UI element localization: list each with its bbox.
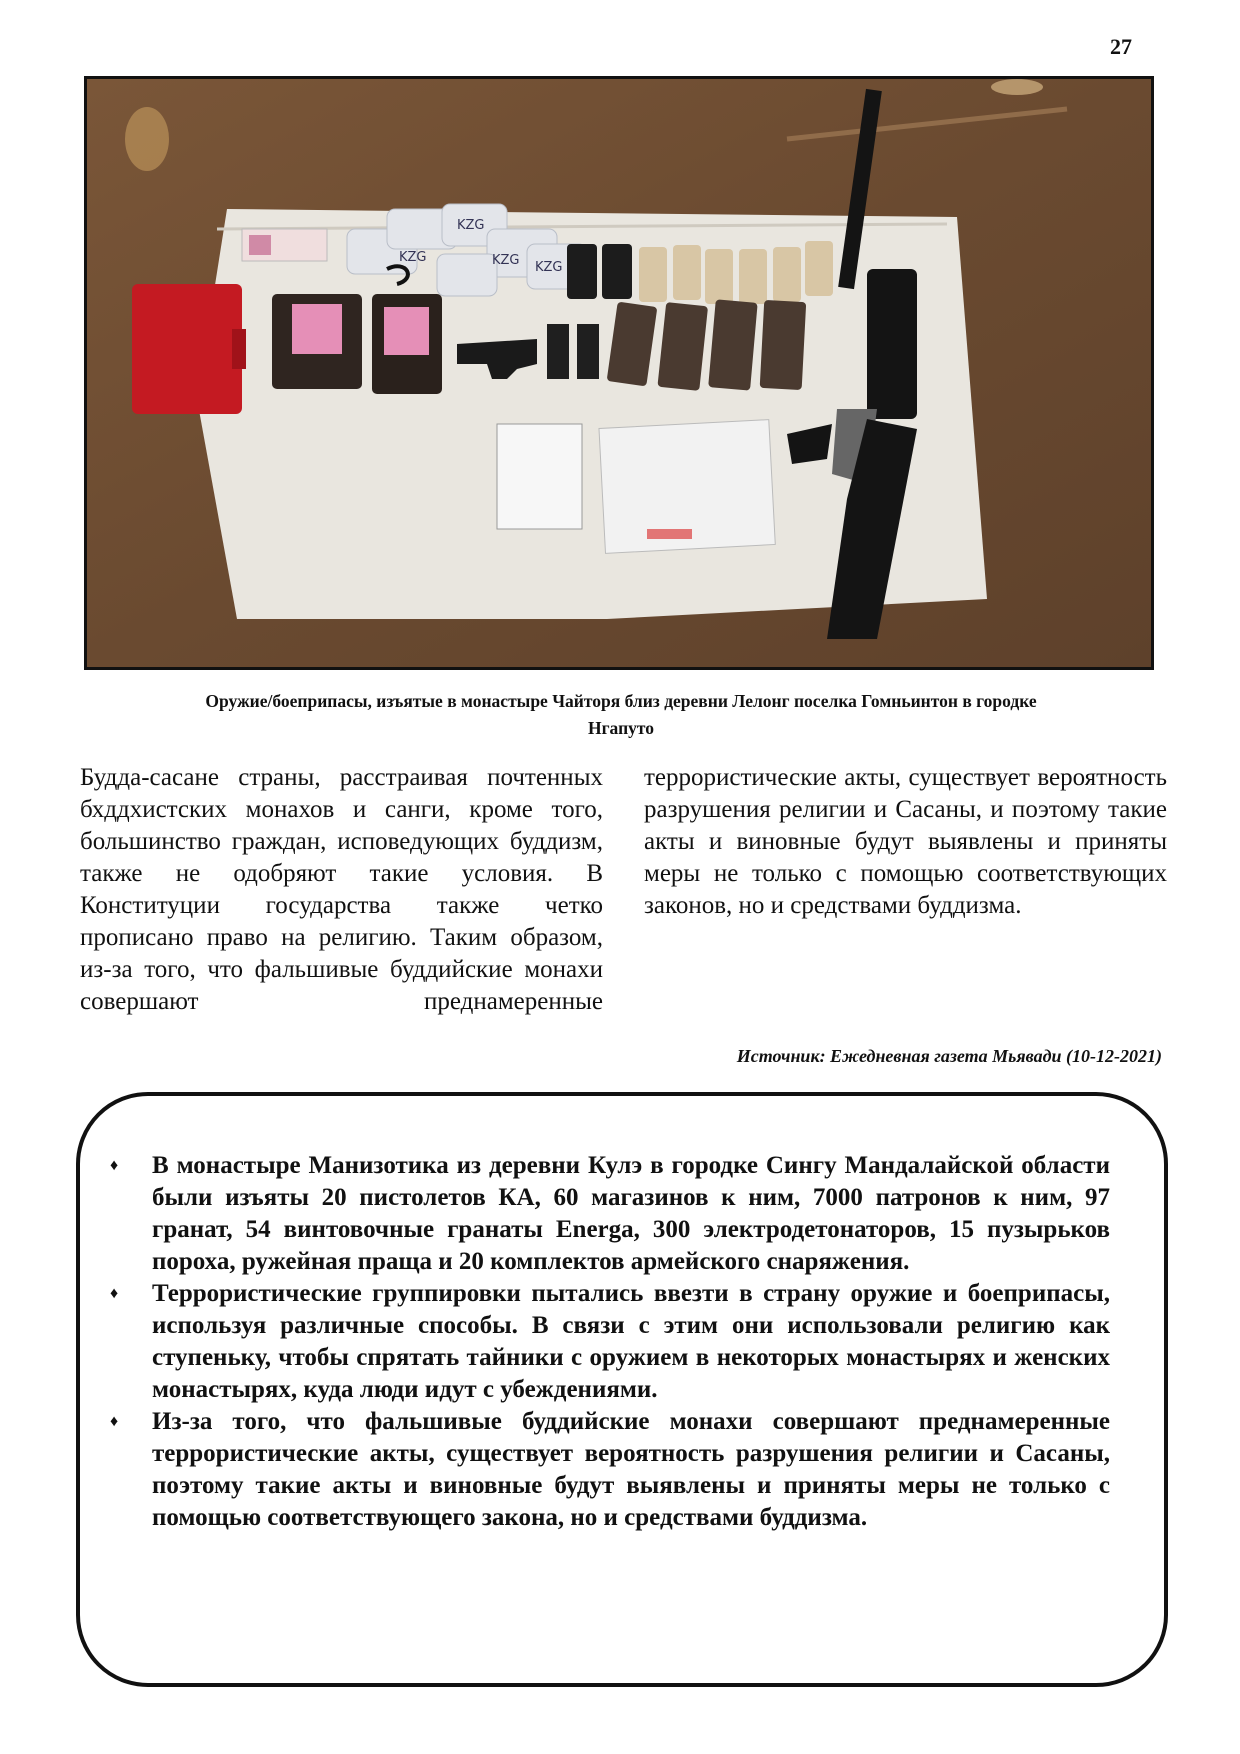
source-citation: Источник: Ежедневная газета Мьявади (10-12-2021) xyxy=(736,1046,1162,1066)
body-column-left: Будда-сасане страны, расстраивая почтенных бхддхистских монахов и санги, кроме того, большинство граждан, исповедующих буддизм, также не одобряют такие условия. В Конституции государства также четко прописано право на религию. Таким образом, из-за того, что фальшивые буддийские монахи совершают преднамеренные xyxy=(80,764,603,1015)
svg-text:KZG: KZG xyxy=(399,250,427,265)
svg-text:KZG: KZG xyxy=(457,218,485,233)
mobile-phones xyxy=(567,241,833,304)
page-number: 27 xyxy=(1110,34,1132,59)
summary-item xyxy=(110,1406,1110,1534)
diamond-bullet-icon: ♦ xyxy=(110,1413,119,1430)
summary-item-text: Из-за того, что фальшивые буддийские монахи совершают преднамеренные террористические акты, существует вероятность разрушения религии и Сасаны, поэтому такие акты и виновные будут выявлены и приняты меры не только с помощью соответствующего закона, но и средствами буддизма. xyxy=(152,1408,1110,1531)
svg-text:KZG: KZG xyxy=(535,260,563,275)
caption-line: Оружие/боеприпасы, изъятые в монастыре Чайторя близ деревни Лелонг поселка Гомньинтон в городке xyxy=(205,691,1037,711)
seized-weapons-photo xyxy=(84,76,1154,670)
red-case xyxy=(132,284,242,414)
photo-illustration xyxy=(87,79,1151,667)
summary-list xyxy=(110,1150,1110,1534)
body-column-right: террористические акты, существует вероятность разрушения религии и Сасаны, и поэтому такие акты и виновные будут выявлены и приняты меры не только с помощью соответствующих законов, но и средствами буддизма. xyxy=(644,764,1167,919)
caption-line: Нгапуто xyxy=(587,718,655,738)
photo-caption xyxy=(96,688,1146,742)
summary-item-text: В монастыре Манизотика из деревни Кулэ в городке Сингу Мандалайской области были изъяты 20 пистолетов КА, 60 магазинов к ним, 7000 патронов к ним, 97 гранат, 54 винтовочные гранаты Energa, 300 электродетонаторов, 15 пузырьков пороха, ружейная праща и 20 комплектов армейского снаряжения. xyxy=(152,1152,1110,1275)
summary-item-text: Террористические группировки пытались ввезти в страну оружие и боеприпасы, используя различные способы. В связи с этим они использовали религию как ступеньку, чтобы спрятать тайники с оружием в некоторых монастырях и женских монастырях, куда люди идут с убеждениями. xyxy=(152,1280,1110,1403)
diamond-bullet-icon: ♦ xyxy=(110,1157,119,1174)
leaf xyxy=(125,107,169,171)
svg-text:KZG: KZG xyxy=(492,253,520,268)
document xyxy=(497,424,582,529)
summary-item xyxy=(110,1150,1110,1278)
diamond-bullet-icon: ♦ xyxy=(110,1285,119,1302)
summary-item xyxy=(110,1278,1110,1406)
summary-box xyxy=(76,1092,1168,1687)
